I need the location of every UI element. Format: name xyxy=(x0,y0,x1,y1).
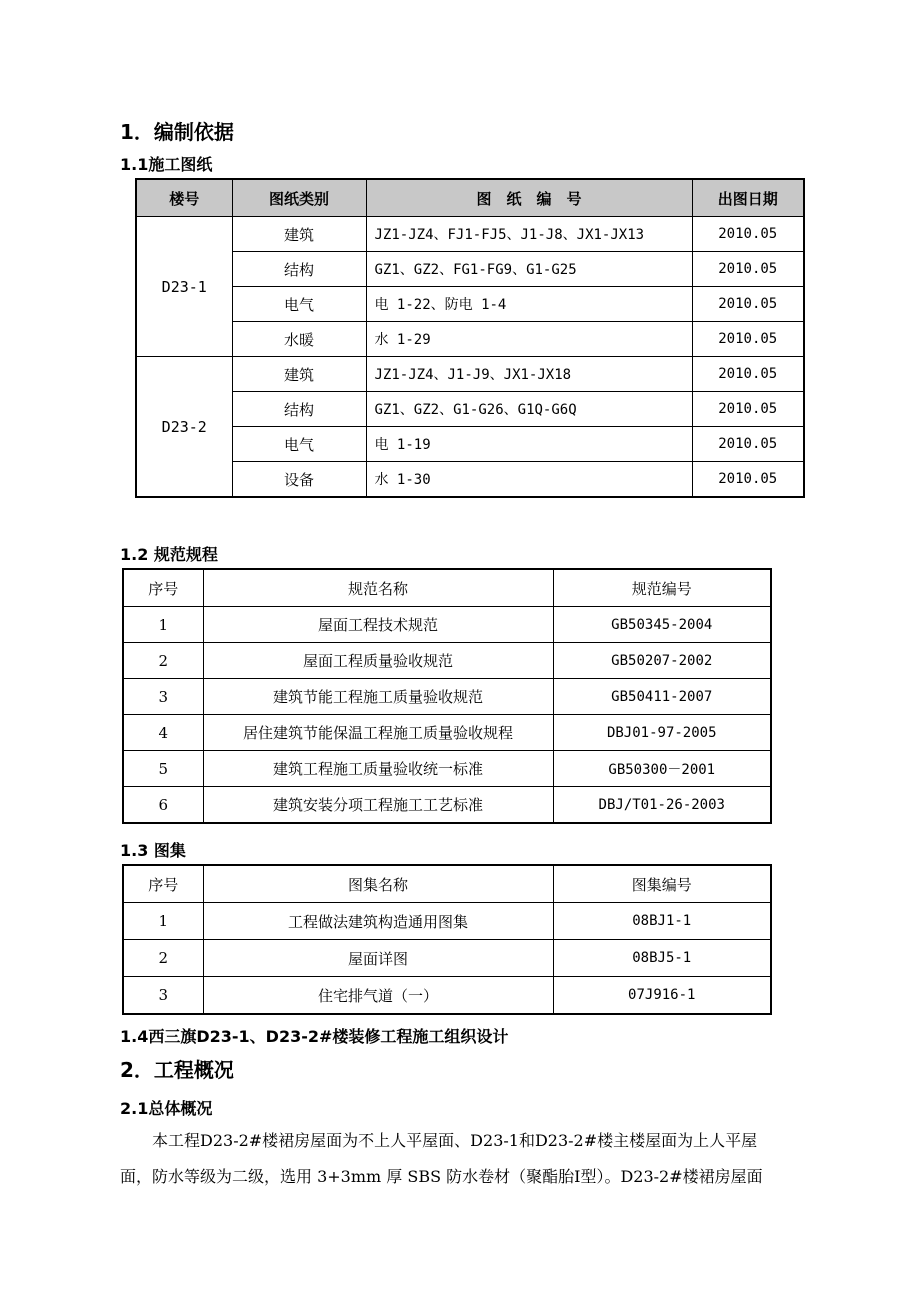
date-cell: 2010.05 xyxy=(692,427,804,462)
seq-cell: 1 xyxy=(123,903,203,940)
seq-cell: 2 xyxy=(123,940,203,977)
specs-table xyxy=(122,568,772,824)
code-cell: 07J916-1 xyxy=(553,977,771,1015)
number-cell: GZ1、GZ2、G1-G26、G1Q-G6Q xyxy=(366,392,692,427)
header-seq: 序号 xyxy=(123,865,203,903)
table-header-row xyxy=(136,179,804,217)
table-row xyxy=(123,787,771,824)
header-name: 图集名称 xyxy=(203,865,553,903)
category-cell: 电气 xyxy=(232,427,366,462)
drawings-table xyxy=(135,178,805,498)
subsection-1-1: 1.1施工图纸 xyxy=(120,155,213,174)
name-cell: 屋面工程技术规范 xyxy=(203,607,553,643)
subsection-2-1: 2.1总体概况 xyxy=(120,1099,213,1118)
header-code: 规范编号 xyxy=(553,569,771,607)
code-cell: GB50345-2004 xyxy=(553,607,771,643)
building-cell: D23-1 xyxy=(136,217,232,357)
seq-cell: 3 xyxy=(123,977,203,1015)
section-heading-2: 2．工程概况 xyxy=(120,1058,234,1082)
category-cell: 设备 xyxy=(232,462,366,498)
code-cell: GB50207-2002 xyxy=(553,643,771,679)
seq-cell: 2 xyxy=(123,643,203,679)
date-cell: 2010.05 xyxy=(692,217,804,252)
name-cell: 屋面详图 xyxy=(203,940,553,977)
code-cell: GB50300－2001 xyxy=(553,751,771,787)
number-cell: JZ1-JZ4、J1-J9、JX1-JX18 xyxy=(366,357,692,392)
table-row xyxy=(136,287,804,322)
header-number: 图 纸 编 号 xyxy=(366,179,692,217)
name-cell: 住宅排气道（一） xyxy=(203,977,553,1015)
date-cell: 2010.05 xyxy=(692,462,804,498)
date-cell: 2010.05 xyxy=(692,252,804,287)
date-cell: 2010.05 xyxy=(692,357,804,392)
table-row xyxy=(136,357,804,392)
name-cell: 建筑工程施工质量验收统一标准 xyxy=(203,751,553,787)
category-cell: 建筑 xyxy=(232,357,366,392)
seq-cell: 4 xyxy=(123,715,203,751)
number-cell: 水 1-30 xyxy=(366,462,692,498)
table-row xyxy=(123,751,771,787)
table-row xyxy=(123,679,771,715)
paragraph-line-2: 面，防水等级为二级，选用 3+3mm 厚 SBS 防水卷材（聚酯胎Ⅰ型）。D23-2#楼裙房屋面 xyxy=(120,1167,763,1186)
header-seq: 序号 xyxy=(123,569,203,607)
name-cell: 居住建筑节能保温工程施工质量验收规程 xyxy=(203,715,553,751)
table-header-row xyxy=(123,569,771,607)
name-cell: 建筑节能工程施工质量验收规范 xyxy=(203,679,553,715)
header-category: 图纸类别 xyxy=(232,179,366,217)
code-cell: 08BJ5-1 xyxy=(553,940,771,977)
table-row xyxy=(136,462,804,498)
code-cell: DBJ/T01-26-2003 xyxy=(553,787,771,824)
table-row xyxy=(123,715,771,751)
paragraph-line-1: 本工程D23-2#楼裙房屋面为不上人平屋面、D23-1和D23-2#楼主楼屋面为上人平屋 xyxy=(152,1131,758,1150)
date-cell: 2010.05 xyxy=(692,322,804,357)
name-cell: 屋面工程质量验收规范 xyxy=(203,643,553,679)
number-cell: 水 1-29 xyxy=(366,322,692,357)
subsection-1-2: 1.2 规范规程 xyxy=(120,545,218,564)
table-row xyxy=(123,940,771,977)
table-row xyxy=(123,607,771,643)
category-cell: 电气 xyxy=(232,287,366,322)
header-building: 楼号 xyxy=(136,179,232,217)
name-cell: 建筑安装分项工程施工工艺标准 xyxy=(203,787,553,824)
category-cell: 结构 xyxy=(232,252,366,287)
number-cell: 电 1-19 xyxy=(366,427,692,462)
seq-cell: 1 xyxy=(123,607,203,643)
date-cell: 2010.05 xyxy=(692,287,804,322)
category-cell: 建筑 xyxy=(232,217,366,252)
table-row xyxy=(136,322,804,357)
category-cell: 结构 xyxy=(232,392,366,427)
seq-cell: 5 xyxy=(123,751,203,787)
header-date: 出图日期 xyxy=(692,179,804,217)
table-row xyxy=(123,643,771,679)
category-cell: 水暖 xyxy=(232,322,366,357)
subsection-1-3: 1.3 图集 xyxy=(120,841,186,860)
number-cell: GZ1、GZ2、FG1-FG9、G1-G25 xyxy=(366,252,692,287)
header-name: 规范名称 xyxy=(203,569,553,607)
code-cell: 08BJ1-1 xyxy=(553,903,771,940)
name-cell: 工程做法建筑构造通用图集 xyxy=(203,903,553,940)
table-row xyxy=(136,217,804,252)
section-heading-1: 1．编制依据 xyxy=(120,120,234,144)
table-header-row xyxy=(123,865,771,903)
atlas-table xyxy=(122,864,772,1015)
table-row xyxy=(136,252,804,287)
number-cell: JZ1-JZ4、FJ1-FJ5、J1-J8、JX1-JX13 xyxy=(366,217,692,252)
date-cell: 2010.05 xyxy=(692,392,804,427)
table-row xyxy=(136,392,804,427)
seq-cell: 3 xyxy=(123,679,203,715)
subsection-1-4: 1.4西三旗D23-1、D23-2#楼装修工程施工组织设计 xyxy=(120,1027,509,1046)
code-cell: DBJ01-97-2005 xyxy=(553,715,771,751)
code-cell: GB50411-2007 xyxy=(553,679,771,715)
header-code: 图集编号 xyxy=(553,865,771,903)
seq-cell: 6 xyxy=(123,787,203,824)
number-cell: 电 1-22、防电 1-4 xyxy=(366,287,692,322)
building-cell: D23-2 xyxy=(136,357,232,498)
table-row xyxy=(123,977,771,1015)
table-row xyxy=(123,903,771,940)
table-row xyxy=(136,427,804,462)
